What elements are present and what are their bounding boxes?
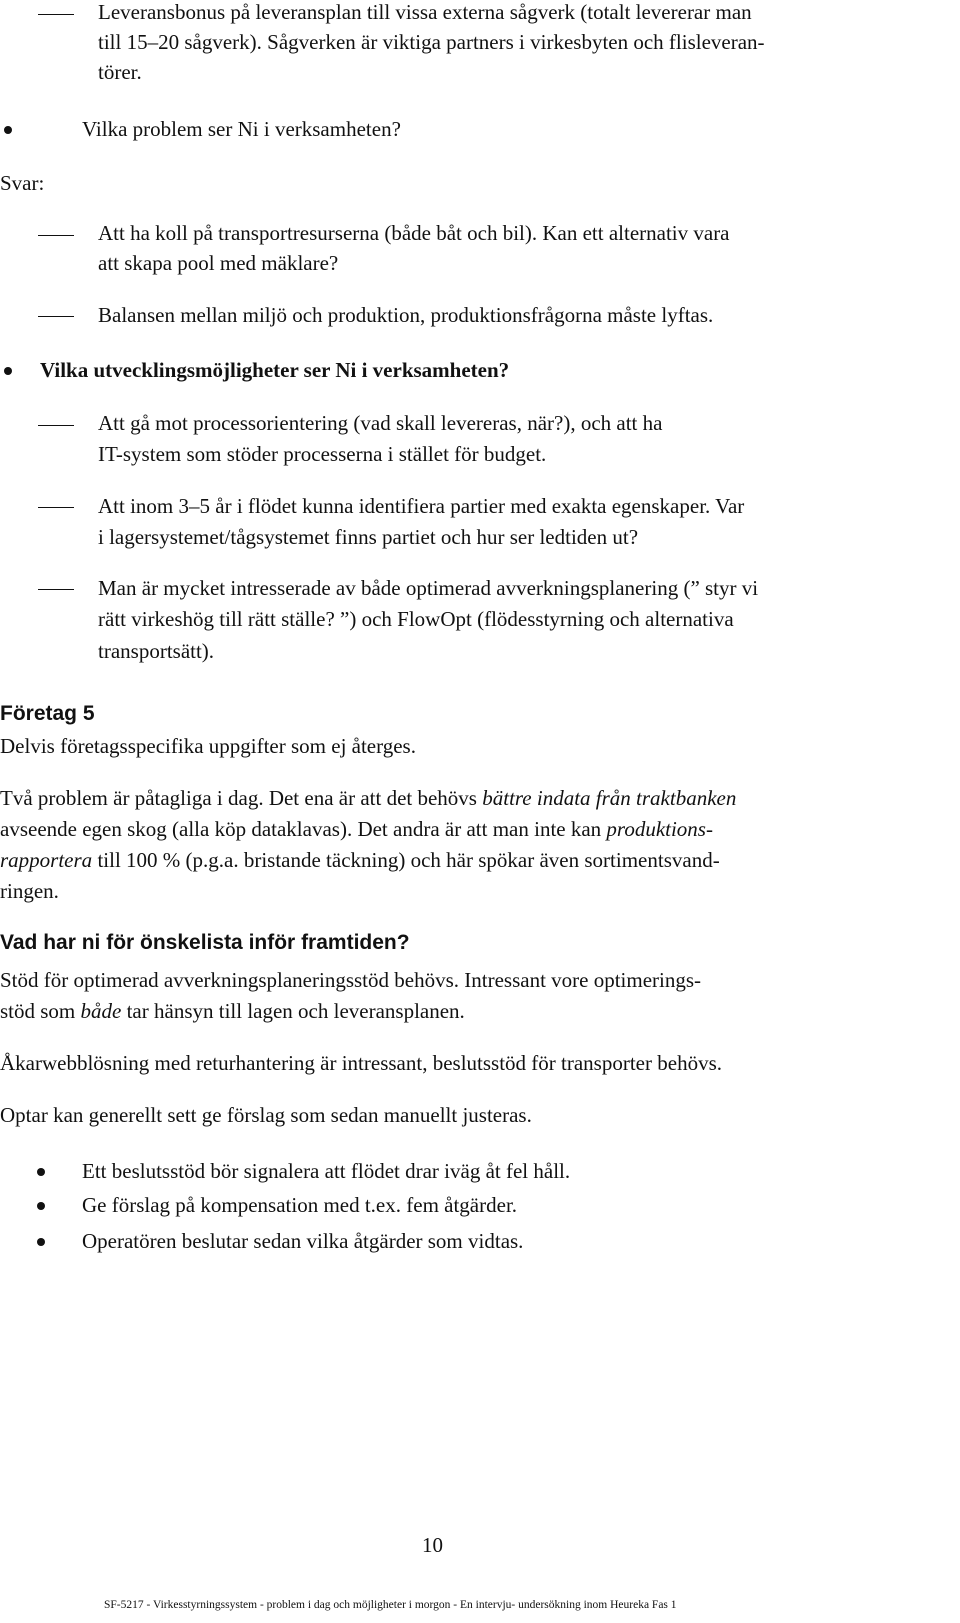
bullet-marker: [37, 1238, 45, 1246]
paragraph-line: Balansen mellan miljö och produktion, produktionsfrågorna måste lyftas.: [98, 303, 714, 327]
dash-marker: [38, 14, 74, 15]
paragraph-line: Åkarwebblösning med returhantering är intressant, beslutsstöd för transporter behövs.: [0, 1051, 722, 1075]
bullet-marker: [37, 1202, 45, 1210]
text-run: tar hänsyn till lagen och leveransplanen.: [121, 999, 465, 1023]
paragraph-line: [0, 783, 736, 813]
paragraph-line: [0, 996, 465, 1026]
paragraph-line: Att inom 3–5 år i flödet kunna identifiera partier med exakta egenskaper. Var: [98, 494, 745, 518]
emphasis-text: bättre indata från traktbanken: [482, 786, 737, 810]
paragraph-line: törer.: [98, 60, 142, 84]
list-item: Operatören beslutar sedan vilka åtgärder som vidtas.: [82, 1229, 524, 1253]
paragraph-line: [0, 814, 713, 844]
answer-label: Svar:: [0, 171, 45, 195]
paragraph-line: Leveransbonus på leveransplan till vissa externa sågverk (totalt levererar man: [98, 0, 752, 24]
dash-marker: [38, 589, 74, 590]
dash-marker: [38, 425, 74, 426]
paragraph-line: Delvis företagsspecifika uppgifter som ej återges.: [0, 734, 416, 758]
paragraph-line: ringen.: [0, 879, 59, 903]
paragraph-line: rätt virkeshög till rätt ställe? ”) och FlowOpt (flödesstyrning och alternativa: [98, 607, 734, 631]
question-heading: Vad har ni för önskelista inför framtiden?: [0, 931, 410, 954]
paragraph-line: IT-system som stöder processerna i stället för budget.: [98, 442, 547, 466]
list-item: Ett beslutsstöd bör signalera att flödet drar iväg åt fel håll.: [82, 1159, 571, 1183]
emphasis-text: rapportera: [0, 848, 93, 872]
dash-marker: [38, 316, 74, 317]
section-title: Företag 5: [0, 702, 95, 725]
paragraph-line: Att ha koll på transportresurserna (både båt och bil). Kan ett alternativ vara: [98, 221, 730, 245]
question-heading: Vilka problem ser Ni i verksamheten?: [82, 117, 401, 141]
paragraph-line: att skapa pool med mäklare?: [98, 251, 339, 275]
paragraph-line: till 15–20 sågverk). Sågverken är viktiga partners i virkesbyten och flisleveran-: [98, 30, 765, 54]
paragraph-line: transportsätt).: [98, 639, 215, 663]
paragraph-line: Optar kan generellt sett ge förslag som sedan manuellt justeras.: [0, 1103, 532, 1127]
dash-marker: [38, 507, 74, 508]
dash-marker: [38, 235, 74, 236]
emphasis-text: produktions-: [606, 817, 713, 841]
paragraph-line: Att gå mot processorientering (vad skall levereras, när?), och att ha: [98, 411, 663, 435]
text-run: till 100 % (p.g.a. bristande täckning) och här spökar även sortimentsvand-: [92, 848, 720, 872]
paragraph-line: [0, 845, 720, 875]
paragraph-line: i lagersystemet/tågsystemet finns partiet och hur ser ledtiden ut?: [98, 525, 639, 549]
bullet-marker: [4, 367, 12, 375]
text-run: Två problem är påtagliga i dag. Det ena är att det behövs: [0, 786, 483, 810]
emphasis-text: både: [80, 999, 122, 1023]
list-item: Ge förslag på kompensation med t.ex. fem åtgärder.: [82, 1193, 518, 1217]
bullet-marker: [4, 126, 12, 134]
paragraph-line: Man är mycket intresserade av både optimerad avverkningsplanering (” styr vi: [98, 576, 759, 600]
text-run: avseende egen skog (alla köp dataklavas). Det andra är att man inte kan: [0, 817, 607, 841]
page-number: 10: [422, 1533, 443, 1557]
text-run: stöd som: [0, 999, 81, 1023]
paragraph-line: Stöd för optimerad avverkningsplaneringsstöd behövs. Intressant vore optimerings-: [0, 968, 702, 992]
footer-text: SF-5217 - Virkesstyrningssystem - problem i dag och möjligheter i morgon - En intervju- undersökning inom Heureka Fas 1: [104, 1599, 677, 1611]
bullet-marker: [37, 1168, 45, 1176]
question-heading: Vilka utvecklingsmöjligheter ser Ni i verksamheten?: [40, 358, 510, 382]
